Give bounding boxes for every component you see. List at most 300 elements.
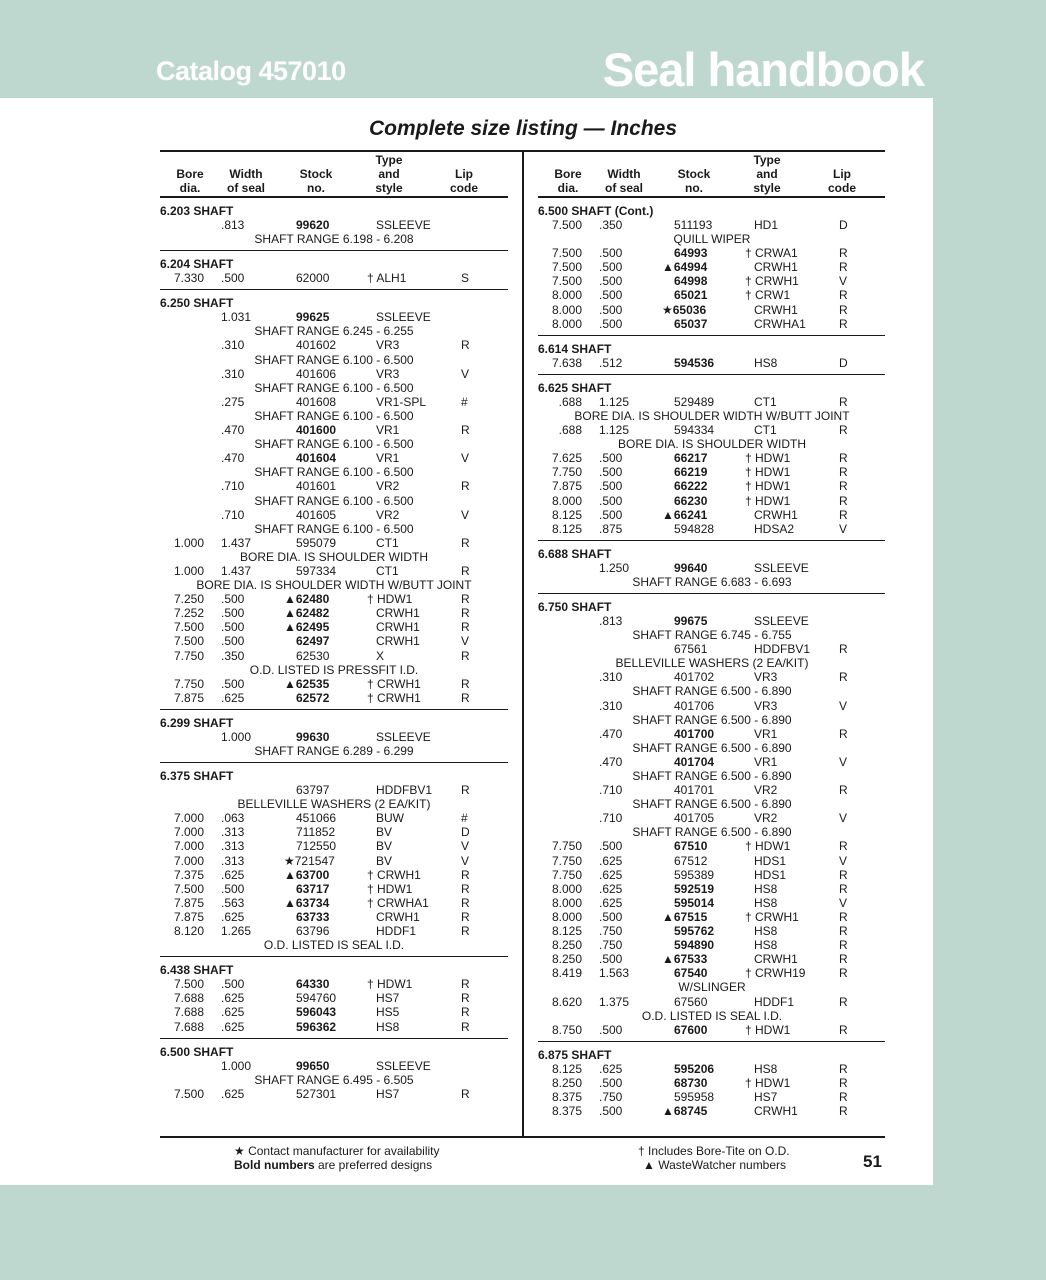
bore-cell: 7.750 (551, 853, 582, 868)
type-cell: CRWH1 (376, 606, 420, 621)
width-cell: .350 (221, 648, 245, 663)
shaft-section (160, 198, 508, 246)
left-header-stock: Stock no. (299, 167, 333, 195)
lip-cell: R (461, 535, 470, 550)
shaft-section (538, 593, 885, 1037)
lip-cell: # (461, 394, 468, 409)
note-text: SHAFT RANGE 6.198 - 6.208 (254, 232, 414, 247)
table-row (160, 1059, 508, 1073)
type-cell: BV (376, 839, 393, 854)
stock-cell: 401606 (296, 366, 337, 381)
type-cell: † HDW1 (745, 493, 791, 508)
shaft-section (160, 1038, 508, 1101)
table-row (160, 1020, 508, 1034)
width-cell: .750 (599, 938, 623, 953)
stock-cell: 527301 (296, 1086, 337, 1101)
lip-cell: R (461, 1005, 470, 1020)
table-row (160, 271, 508, 285)
table-row (160, 536, 508, 550)
stock-cell: 401702 (674, 670, 715, 685)
bore-cell: 8.125 (551, 1061, 582, 1076)
lip-cell: D (461, 825, 470, 840)
note-text: SHAFT RANGE 6.500 - 6.890 (632, 797, 792, 812)
note-text: O.D. LISTED IS SEAL I.D. (263, 938, 405, 953)
stock-cell: 596043 (296, 1005, 337, 1020)
bore-cell: 7.250 (173, 592, 204, 607)
width-cell: 1.265 (221, 924, 252, 939)
lip-cell: R (839, 783, 848, 798)
type-cell: CRWH1 (754, 507, 798, 522)
bore-cell: 7.750 (173, 648, 204, 663)
type-cell: SSLEEVE (754, 560, 809, 575)
type-cell: HDS1 (754, 867, 787, 882)
header-banner (0, 0, 1046, 98)
stock-cell: 65037 (674, 316, 708, 331)
type-cell: CT1 (376, 535, 399, 550)
stock-cell: 401704 (674, 754, 715, 769)
left-header-bore: Bore dia. (176, 167, 204, 195)
shaft-section (538, 540, 885, 589)
type-cell: HS8 (376, 1019, 400, 1034)
width-cell: .500 (221, 676, 245, 691)
bore-cell: 8.620 (551, 994, 582, 1009)
table-row (160, 910, 508, 924)
lip-cell: R (461, 690, 470, 705)
lip-cell: R (839, 1075, 848, 1090)
stock-cell: 67560 (674, 994, 708, 1009)
width-cell: .625 (599, 881, 623, 896)
width-cell: .625 (221, 1086, 245, 1101)
table-row (160, 691, 508, 705)
table-row (160, 839, 508, 853)
bore-cell: 7.500 (551, 246, 582, 261)
left-column (160, 198, 508, 1101)
table-row (160, 479, 508, 493)
lip-cell: V (461, 451, 470, 466)
width-cell: .625 (221, 690, 245, 705)
footer-left (234, 1144, 440, 1172)
footer-right (638, 1144, 790, 1172)
bore-cell: 7.500 (551, 274, 582, 289)
bore-cell: 7.500 (551, 260, 582, 275)
lip-cell: R (839, 246, 848, 261)
lip-cell: R (461, 977, 470, 992)
type-cell: X (376, 648, 385, 663)
stock-cell: 594536 (674, 355, 715, 370)
bore-cell: 7.375 (173, 867, 204, 882)
lip-cell: R (839, 642, 848, 657)
table-row (538, 783, 885, 797)
table-row (538, 896, 885, 910)
width-cell: .310 (221, 366, 245, 381)
note-text: SHAFT RANGE 6.100 - 6.500 (254, 465, 414, 480)
bore-cell: 8.000 (551, 881, 582, 896)
stock-cell: 401604 (296, 451, 337, 466)
lip-cell: R (839, 1022, 848, 1037)
note-text: BORE DIA. IS SHOULDER WIDTH W/BUTT JOINT (196, 578, 472, 593)
bore-cell: 7.875 (173, 895, 204, 910)
table-row (160, 730, 508, 744)
width-cell: .625 (599, 853, 623, 868)
note-text: SHAFT RANGE 6.100 - 6.500 (254, 380, 414, 395)
table-row (538, 952, 885, 966)
lip-cell: R (461, 648, 470, 663)
table-note (160, 409, 508, 423)
bore-cell: 7.000 (173, 853, 204, 868)
type-cell: † CRWH1 (367, 867, 421, 882)
type-cell: HDSA2 (754, 521, 795, 536)
width-cell: 1.031 (221, 310, 252, 325)
stock-cell: 594760 (296, 991, 337, 1006)
table-row (160, 310, 508, 324)
table-note (538, 713, 885, 727)
width-cell: .750 (599, 1089, 623, 1104)
note-text: SHAFT RANGE 6.495 - 6.505 (254, 1072, 414, 1087)
lip-cell: R (461, 592, 470, 607)
stock-cell: 68730 (674, 1075, 708, 1090)
stock-cell: 62000 (296, 271, 330, 286)
note-text: O.D. LISTED IS SEAL I.D. (641, 1008, 783, 1023)
table-row (160, 649, 508, 663)
note-text: SHAFT RANGE 6.100 - 6.500 (254, 352, 414, 367)
table-row (160, 896, 508, 910)
stock-cell: 596362 (296, 1019, 337, 1034)
type-cell: HS7 (376, 1086, 400, 1101)
note-text: W/SLINGER (678, 980, 746, 995)
lip-cell: R (839, 670, 848, 685)
table-row (538, 274, 885, 288)
width-cell: .500 (599, 1075, 623, 1090)
width-cell: .710 (221, 479, 245, 494)
lip-cell: D (839, 218, 848, 232)
width-cell: .275 (221, 394, 245, 409)
type-cell: CT1 (376, 563, 399, 578)
bore-cell: 7.000 (173, 825, 204, 840)
type-cell: † CRWH1 (745, 909, 799, 924)
bore-cell: 8.000 (551, 895, 582, 910)
table-row (538, 966, 885, 980)
bore-cell: 7.750 (551, 839, 582, 854)
table-row (538, 423, 885, 437)
bore-cell: 1.000 (173, 563, 204, 578)
width-cell: .470 (599, 726, 623, 741)
table-row (160, 592, 508, 606)
note-text: BELLEVILLE WASHERS (2 EA/KIT) (237, 797, 431, 812)
stock-cell: 63797 (296, 783, 330, 798)
type-cell: VR3 (754, 670, 778, 685)
type-cell: HS8 (754, 895, 778, 910)
lip-cell: R (461, 1086, 470, 1101)
shaft-title: 6.500 SHAFT (Cont.) (538, 204, 654, 218)
lip-cell: V (461, 839, 470, 854)
lip-cell: V (461, 507, 470, 522)
type-cell: VR1 (376, 423, 400, 438)
type-cell: CRWHA1 (754, 316, 806, 331)
stock-cell: 66230 (674, 493, 708, 508)
bore-cell: 7.625 (551, 451, 582, 466)
lip-cell: R (461, 991, 470, 1006)
stock-cell: ★65036 (662, 302, 707, 317)
stock-cell: 66219 (674, 465, 708, 480)
stock-cell: 595014 (674, 895, 715, 910)
lip-cell: R (461, 783, 470, 798)
stock-cell: 595389 (674, 867, 715, 882)
width-cell: .063 (221, 811, 245, 826)
table-row (160, 564, 508, 578)
shaft-title: 6.438 SHAFT (160, 963, 234, 978)
stock-cell: 511193 (674, 218, 713, 232)
stock-cell: ▲67533 (662, 952, 708, 967)
table-row (160, 811, 508, 825)
lip-cell: R (839, 288, 848, 303)
bore-cell: 8.000 (551, 493, 582, 508)
table-row (160, 423, 508, 437)
width-cell: .500 (599, 507, 623, 522)
note-text: SHAFT RANGE 6.245 - 6.255 (254, 324, 414, 339)
table-row (538, 494, 885, 508)
width-cell: .313 (221, 839, 245, 854)
type-cell: † CRW1 (745, 288, 791, 303)
stock-cell: 401705 (674, 811, 715, 826)
table-row (538, 561, 885, 575)
type-cell: CT1 (754, 394, 777, 409)
table-row (538, 356, 885, 370)
lip-cell: R (839, 493, 848, 508)
stock-cell: 67600 (674, 1022, 708, 1037)
type-cell: VR1-SPL (376, 394, 427, 409)
table-note (538, 409, 885, 423)
stock-cell: 595958 (674, 1089, 715, 1104)
table-row (538, 522, 885, 536)
bore-cell: 8.750 (551, 1022, 582, 1037)
stock-cell: ▲64994 (662, 260, 708, 275)
type-cell: † HDW1 (367, 592, 413, 607)
stock-cell: 401706 (674, 698, 715, 713)
catalog-number: Catalog 457010 (156, 56, 346, 86)
type-cell: CRWH1 (754, 302, 798, 317)
note-text: O.D. LISTED IS PRESSFIT I.D. (249, 662, 419, 677)
stock-cell: ▲62480 (284, 592, 330, 607)
table-note (160, 324, 508, 338)
table-row (160, 1087, 508, 1101)
width-cell: .470 (221, 451, 245, 466)
shaft-title: 6.750 SHAFT (538, 599, 612, 614)
stock-cell: 401700 (674, 726, 715, 741)
bore-cell: 7.330 (173, 271, 204, 286)
stock-cell: ▲62535 (284, 676, 330, 691)
table-row (538, 451, 885, 465)
lip-cell: R (461, 1019, 470, 1034)
lip-cell: R (461, 563, 470, 578)
note-text: SHAFT RANGE 6.100 - 6.500 (254, 521, 414, 536)
width-cell: .500 (599, 465, 623, 480)
table-row (160, 991, 508, 1005)
type-cell: VR2 (376, 479, 400, 494)
stock-cell: 67561 (674, 642, 708, 657)
type-cell: HS8 (754, 938, 778, 953)
table-note (538, 575, 885, 589)
page-number: 51 (863, 1152, 882, 1171)
table-note (160, 550, 508, 564)
table-note (160, 465, 508, 479)
width-cell: .470 (221, 423, 245, 438)
lip-cell: R (839, 465, 848, 480)
right-header-type: Type and style (753, 153, 781, 195)
lip-cell: R (839, 302, 848, 317)
width-cell: .500 (599, 288, 623, 303)
width-cell: .625 (221, 1005, 245, 1020)
table-row (538, 508, 885, 522)
type-cell: SSLEEVE (376, 1058, 431, 1073)
width-cell: .710 (599, 783, 623, 798)
width-cell: 1.437 (221, 563, 252, 578)
stock-cell: 597334 (296, 563, 337, 578)
width-cell: 1.000 (221, 729, 252, 744)
bore-cell: 7.750 (551, 867, 582, 882)
width-cell: 1.563 (599, 966, 630, 981)
lip-cell: V (839, 698, 848, 713)
table-row (538, 260, 885, 274)
lip-cell: R (461, 620, 470, 635)
table-row (160, 1005, 508, 1019)
left-header-width: Width of seal (226, 167, 265, 195)
shaft-section (538, 1041, 885, 1118)
lip-cell: R (839, 1061, 848, 1076)
table-row (538, 465, 885, 479)
type-cell: CT1 (754, 423, 777, 438)
type-cell: VR1 (754, 726, 778, 741)
table-note (160, 494, 508, 508)
lip-cell: S (461, 271, 470, 286)
table-note (160, 663, 508, 677)
stock-cell: 67540 (674, 966, 708, 981)
width-cell: .500 (599, 274, 623, 289)
bore-cell: 7.000 (173, 839, 204, 854)
width-cell: .500 (221, 977, 245, 992)
lip-cell: R (461, 423, 470, 438)
table-row (538, 995, 885, 1009)
width-cell: .310 (221, 338, 245, 353)
bore-cell: 7.500 (173, 620, 204, 635)
lip-cell: R (839, 924, 848, 939)
bore-cell: 7.500 (173, 881, 204, 896)
type-cell: VR1 (376, 451, 400, 466)
type-cell: HS7 (754, 1089, 778, 1104)
lip-cell: R (839, 994, 848, 1009)
bore-cell: 7.875 (551, 479, 582, 494)
table-note (160, 938, 508, 952)
type-cell: SSLEEVE (376, 729, 431, 744)
type-cell: CRWH1 (754, 260, 798, 275)
stock-cell: ▲68745 (662, 1104, 708, 1119)
table-row (538, 882, 885, 896)
type-cell: HS8 (754, 355, 778, 370)
table-note (160, 1073, 508, 1087)
table-row (538, 642, 885, 656)
stock-cell: 401602 (296, 338, 337, 353)
stock-cell: 99640 (674, 560, 708, 575)
footer-boretite-note: † Includes Bore-Tite on O.D. (638, 1144, 790, 1158)
width-cell: .813 (221, 218, 245, 232)
width-cell: .500 (599, 909, 623, 924)
stock-cell: 67510 (674, 839, 708, 854)
type-cell: HDDFBV1 (754, 642, 811, 657)
note-text: SHAFT RANGE 6.683 - 6.693 (632, 574, 792, 589)
stock-cell: 67512 (674, 853, 708, 868)
bore-cell: 7.875 (173, 909, 204, 924)
lip-cell: V (839, 895, 848, 910)
bore-cell: .688 (558, 423, 582, 438)
type-cell: VR2 (754, 783, 778, 798)
width-cell: .500 (599, 1104, 623, 1119)
bore-cell: 7.500 (173, 1086, 204, 1101)
table-row (538, 938, 885, 952)
width-cell: .500 (599, 479, 623, 494)
table-row (160, 508, 508, 522)
type-cell: BV (376, 825, 393, 840)
type-cell: VR2 (376, 507, 400, 522)
shaft-section (160, 762, 508, 952)
width-cell: .500 (599, 302, 623, 317)
type-cell: HS8 (754, 924, 778, 939)
lip-cell: V (461, 634, 470, 649)
shaft-title: 6.250 SHAFT (160, 296, 234, 311)
stock-cell: 65021 (674, 288, 708, 303)
bore-cell: 7.500 (551, 218, 582, 232)
stock-cell: 595079 (296, 535, 337, 550)
left-header-lip: Lip code (449, 167, 478, 195)
right-column (538, 198, 885, 1118)
type-cell: CRWH1 (754, 1104, 798, 1119)
width-cell: .625 (221, 909, 245, 924)
lip-cell: # (461, 811, 468, 826)
column-divider (522, 150, 524, 1136)
table-note (160, 232, 508, 246)
table-row (160, 367, 508, 381)
stock-cell: 711852 (296, 825, 336, 840)
width-cell: .500 (221, 634, 245, 649)
note-text: SHAFT RANGE 6.289 - 6.299 (254, 744, 414, 758)
note-text: SHAFT RANGE 6.745 - 6.755 (632, 628, 792, 643)
table-row (538, 479, 885, 493)
note-text: SHAFT RANGE 6.500 - 6.890 (632, 712, 792, 727)
table-row (538, 218, 885, 232)
bore-cell: 7.500 (173, 977, 204, 992)
width-cell: .500 (599, 1022, 623, 1037)
stock-cell: 63796 (296, 924, 330, 939)
type-cell: † HDW1 (367, 881, 413, 896)
width-cell: .500 (599, 451, 623, 466)
shaft-title: 6.299 SHAFT (160, 715, 234, 730)
table-row (160, 677, 508, 691)
width-cell: .500 (599, 316, 623, 331)
lip-cell: R (461, 338, 470, 353)
table-row (538, 1023, 885, 1037)
bore-cell: 8.375 (551, 1104, 582, 1119)
type-cell: HS7 (376, 991, 400, 1006)
width-cell: .500 (221, 606, 245, 621)
shaft-section (538, 198, 885, 331)
lip-cell: R (839, 1104, 848, 1119)
note-text: BORE DIA. IS SHOULDER WIDTH (239, 549, 429, 564)
type-cell: HS5 (376, 1005, 400, 1020)
width-cell: .625 (221, 991, 245, 1006)
type-cell: CRWH1 (376, 909, 420, 924)
stock-cell: 63733 (296, 909, 330, 924)
type-cell: SSLEEVE (376, 310, 431, 325)
stock-cell: ▲66241 (662, 507, 708, 522)
stock-cell: ▲62482 (284, 606, 330, 621)
